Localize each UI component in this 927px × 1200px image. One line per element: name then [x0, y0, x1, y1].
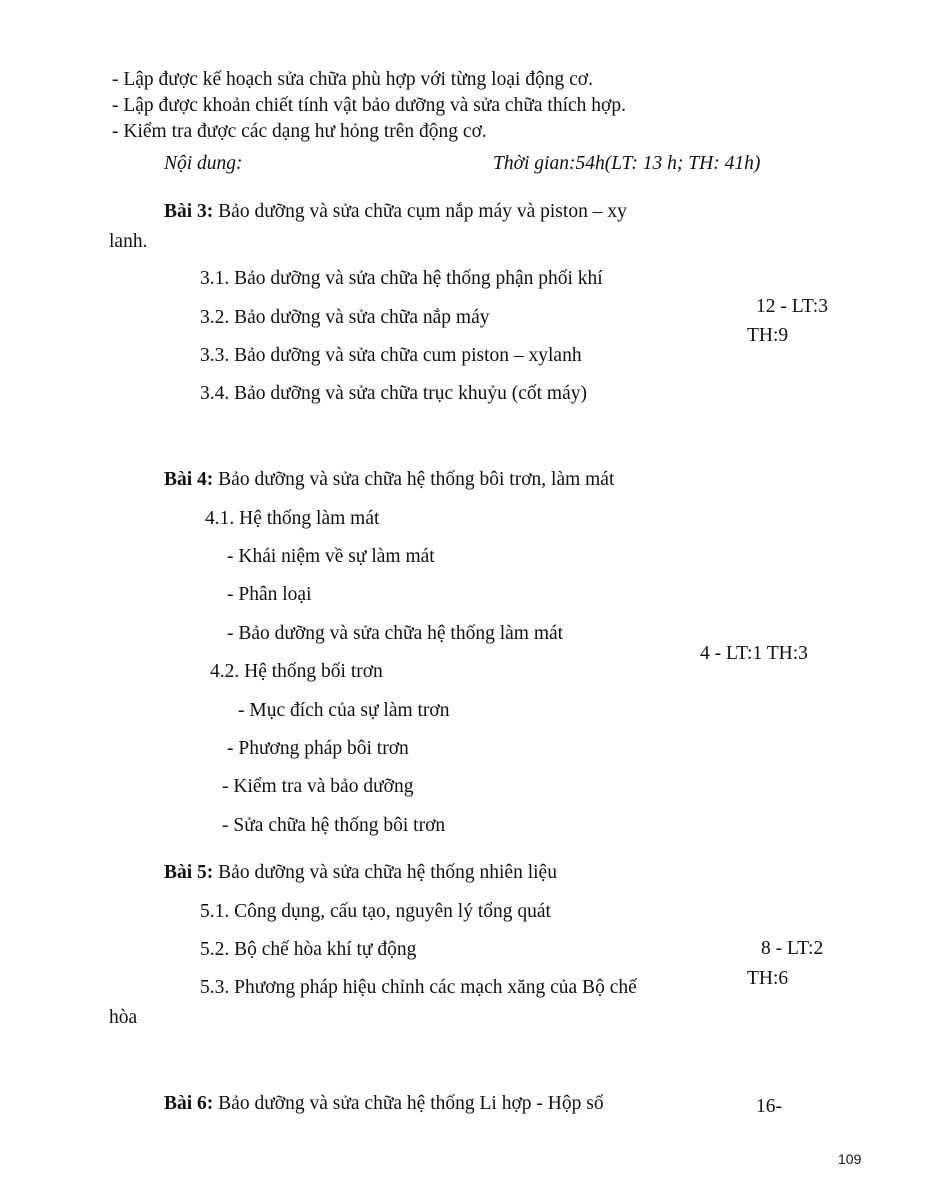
lesson-3-hours-practice: TH:9: [747, 325, 789, 346]
lesson-3-hours: 12 - LT:3: [756, 296, 828, 317]
lesson-5-title: Bảo dưỡng và sửa chữa hệ thống nhiên liệu: [213, 862, 557, 883]
lesson-5-item: 5.3. Phương pháp hiệu chỉnh các mạch xăng của Bộ chế: [200, 977, 637, 998]
objective-item: - Kiểm tra được các dạng hư hỏng trên động cơ.: [112, 121, 487, 142]
lesson-5-prefix: Bài 5:: [164, 862, 214, 883]
lesson-4-item: - Kiểm tra và bảo dưỡng: [222, 776, 414, 797]
lesson-5-item: 5.2. Bộ chế hòa khí tự động: [200, 939, 417, 960]
lesson-5-hours: 8 - LT:2: [761, 938, 824, 959]
lesson-3-item: 3.1. Bảo dưỡng và sửa chữa hệ thống phận phối khí: [200, 268, 603, 289]
lesson-3-item: 3.3. Bảo dưỡng và sửa chữa cum piston – xylanh: [200, 345, 582, 366]
lesson-4-hours: 4 - LT:1 TH:3: [700, 643, 808, 664]
lesson-4-item: - Bảo dưỡng và sửa chữa hệ thống làm mát: [227, 623, 564, 644]
lesson-6-title: Bảo dưỡng và sửa chữa hệ thống Li hợp - Hộp số: [213, 1093, 604, 1114]
lesson-3-prefix: Bài 3:: [164, 201, 214, 222]
lesson-4-item: - Mục đích của sự làm trơn: [238, 700, 450, 721]
page-number: 109: [838, 1151, 862, 1167]
lesson-4-item: - Phân loại: [227, 584, 312, 605]
lesson-4-item: - Khái niệm về sự làm mát: [227, 546, 435, 567]
lesson-3-item: 3.2. Bảo dưỡng và sửa chữa nắp máy: [200, 307, 490, 328]
objective-item: - Lập được kế hoạch sửa chữa phù hợp với từng loại động cơ.: [112, 69, 593, 90]
duration-label: Thời gian:54h(LT: 13 h; TH: 41h): [493, 153, 761, 174]
objective-item: - Lập được khoản chiết tính vật bảo dưỡng và sửa chữa thích hợp.: [112, 95, 626, 116]
lesson-3-heading: [164, 202, 627, 222]
lesson-6-hours: 16-: [756, 1096, 782, 1117]
lesson-5-hours-practice: TH:6: [747, 968, 789, 989]
content-label: Nội dung:: [164, 153, 243, 174]
lesson-5-item: 5.1. Công dụng, cấu tạo, nguyên lý tổng quát: [200, 901, 551, 922]
lesson-4-item: - Sửa chữa hệ thống bôi trơn: [222, 815, 446, 836]
lesson-3-title: Bảo dưỡng và sửa chữa cụm nắp máy và piston – xy: [213, 201, 627, 222]
lesson-4-prefix: Bài 4:: [164, 469, 214, 490]
lesson-5-item-continued: hòa: [109, 1007, 138, 1028]
lesson-4-title: Bảo dưỡng và sửa chữa hệ thống bôi trơn, làm mát: [213, 469, 615, 490]
lesson-5-heading: [164, 863, 557, 883]
lesson-6-prefix: Bài 6:: [164, 1093, 214, 1114]
lesson-4-heading: [164, 470, 614, 490]
lesson-3-title-continued: lanh.: [109, 231, 148, 252]
lesson-6-heading: [164, 1094, 604, 1114]
lesson-3-item: 3.4. Bảo dưỡng và sửa chữa trục khuỷu (cốt máy): [200, 383, 587, 404]
lesson-4-item: 4.1. Hệ thống làm mát: [205, 508, 380, 529]
lesson-4-item: 4.2. Hệ thống bối trơn: [210, 661, 383, 682]
lesson-4-item: - Phương pháp bôi trơn: [227, 738, 409, 759]
